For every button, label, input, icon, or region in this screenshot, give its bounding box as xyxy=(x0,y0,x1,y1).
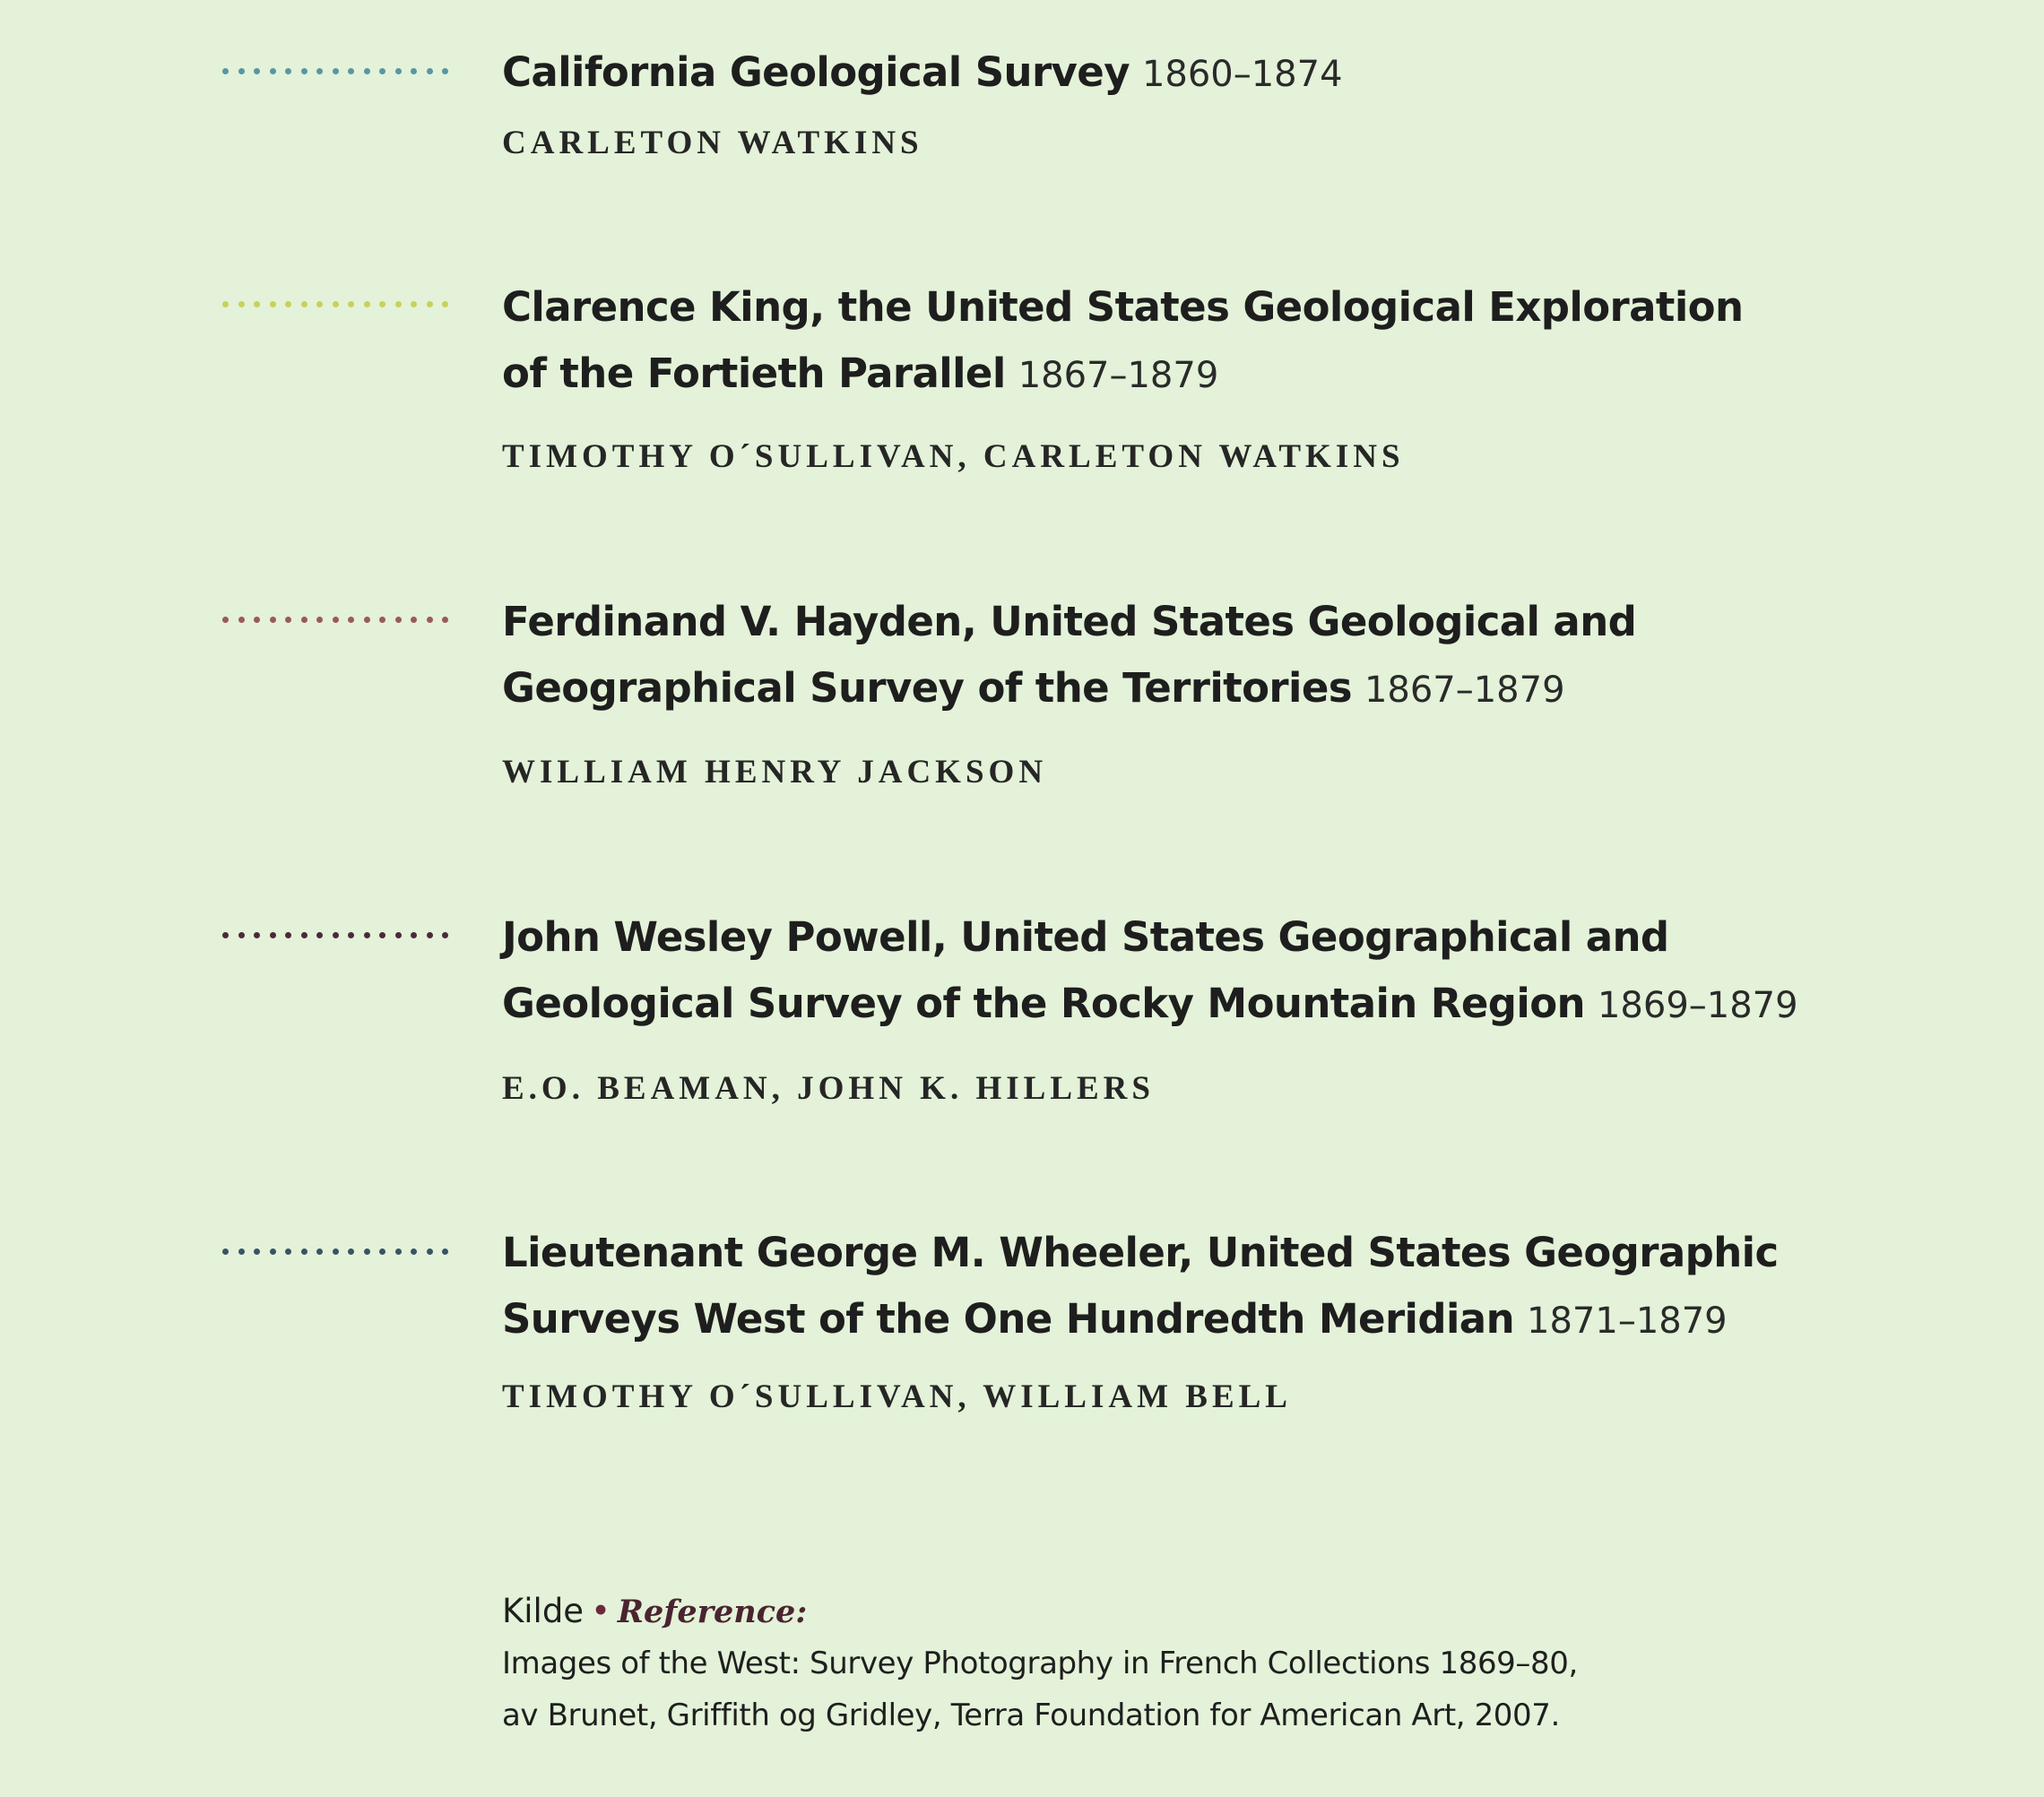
leader-dot xyxy=(395,1248,402,1255)
survey-photographers: WILLIAM HENRY JACKSON xyxy=(502,754,1048,791)
dotted-leader xyxy=(222,617,448,626)
survey-title-line2: of the Fortieth Parallel xyxy=(502,350,1006,397)
leader-dot xyxy=(238,1248,245,1255)
leader-dot xyxy=(254,1248,260,1255)
dotted-leader xyxy=(222,68,448,77)
survey-years: 1860–1874 xyxy=(1141,54,1343,95)
survey-title-line1: Ferdinand V. Hayden, United States Geological and xyxy=(502,598,1637,645)
leader-dot xyxy=(238,617,245,623)
leader-dot xyxy=(316,301,323,307)
leader-dot xyxy=(411,932,417,938)
leader-dot xyxy=(379,1248,385,1255)
leader-dot xyxy=(270,1248,276,1255)
leader-dot xyxy=(316,68,323,74)
reference-label: Reference: xyxy=(617,1594,808,1630)
leader-dot xyxy=(222,617,229,623)
survey-years: 1867–1879 xyxy=(1018,355,1219,396)
leader-dot xyxy=(427,932,433,938)
leader-dot xyxy=(285,617,291,623)
leader-dot xyxy=(222,301,229,307)
leader-dot xyxy=(316,617,323,623)
leader-dot xyxy=(442,1248,448,1255)
dotted-leader xyxy=(222,1248,448,1257)
leader-dot xyxy=(395,68,402,74)
survey-title xyxy=(502,589,1811,723)
survey-title xyxy=(502,39,1811,108)
leader-dot xyxy=(222,68,229,74)
reference-heading xyxy=(502,1586,1847,1637)
leader-dot xyxy=(395,301,402,307)
reference-label-kilde: Kilde xyxy=(502,1592,585,1630)
leader-dot xyxy=(301,1248,307,1255)
leader-dot xyxy=(395,932,402,938)
survey-years: 1867–1879 xyxy=(1364,670,1565,711)
leader-dot xyxy=(222,1248,229,1255)
leader-dot xyxy=(364,1248,370,1255)
leader-dot xyxy=(411,617,417,623)
reference-block xyxy=(502,1586,1847,1741)
survey-years: 1871–1879 xyxy=(1527,1300,1728,1342)
leader-dot xyxy=(270,68,276,74)
leader-dot xyxy=(254,68,260,74)
leader-dot xyxy=(348,932,354,938)
dotted-leader xyxy=(222,301,448,310)
reference-line-1: Images of the West: Survey Photography in French Collections 1869–80, xyxy=(502,1646,1578,1681)
leader-dot xyxy=(411,68,417,74)
survey-title xyxy=(502,1220,1811,1354)
leader-dot xyxy=(333,1248,339,1255)
survey-title-line1: Lieutenant George M. Wheeler, United States Geographic xyxy=(502,1229,1779,1276)
leader-dot xyxy=(238,68,245,74)
dotted-leader xyxy=(222,932,448,941)
leader-dot xyxy=(427,1248,433,1255)
leader-dot xyxy=(316,932,323,938)
leader-dot xyxy=(254,932,260,938)
leader-dot xyxy=(285,1248,291,1255)
leader-dot xyxy=(222,932,229,938)
leader-dot xyxy=(379,68,385,74)
survey-title-text: California Geological Survey xyxy=(502,48,1130,96)
leader-dot xyxy=(333,301,339,307)
survey-photographers: TIMOTHY O´SULLIVAN, WILLIAM BELL xyxy=(502,1378,1292,1415)
bullet-separator: • xyxy=(591,1592,611,1630)
leader-dot xyxy=(442,68,448,74)
survey-title xyxy=(502,904,1811,1039)
leader-dot xyxy=(333,68,339,74)
leader-dot xyxy=(301,301,307,307)
leader-dot xyxy=(333,617,339,623)
leader-dot xyxy=(395,617,402,623)
leader-dot xyxy=(285,301,291,307)
survey-years: 1869–1879 xyxy=(1597,985,1798,1026)
leader-dot xyxy=(364,301,370,307)
survey-title-line2: Geological Survey of the Rocky Mountain Region xyxy=(502,980,1585,1027)
survey-photographers: E.O. BEAMAN, JOHN K. HILLERS xyxy=(502,1070,1155,1107)
leader-dot xyxy=(348,301,354,307)
leader-dot xyxy=(379,301,385,307)
leader-dot xyxy=(379,932,385,938)
leader-dot xyxy=(348,1248,354,1255)
leader-dot xyxy=(442,617,448,623)
leader-dot xyxy=(285,68,291,74)
survey-title-line2: Surveys West of the One Hundredth Meridian xyxy=(502,1295,1515,1343)
leader-dot xyxy=(301,617,307,623)
leader-dot xyxy=(285,932,291,938)
leader-dot xyxy=(270,617,276,623)
survey-title-line1: Clarence King, the United States Geological Exploration xyxy=(502,283,1744,331)
survey-photographers: TIMOTHY O´SULLIVAN, CARLETON WATKINS xyxy=(502,438,1405,475)
leader-dot xyxy=(316,1248,323,1255)
leader-dot xyxy=(411,301,417,307)
leader-dot xyxy=(238,301,245,307)
leader-dot xyxy=(364,932,370,938)
leader-dot xyxy=(442,301,448,307)
leader-dot xyxy=(333,932,339,938)
leader-dot xyxy=(364,617,370,623)
leader-dot xyxy=(254,617,260,623)
leader-dot xyxy=(427,68,433,74)
leader-dot xyxy=(427,301,433,307)
leader-dot xyxy=(379,617,385,623)
survey-title xyxy=(502,274,1811,409)
reference-line-2: av Brunet, Griffith og Gridley, Terra Foundation for American Art, 2007. xyxy=(502,1698,1560,1733)
leader-dot xyxy=(270,932,276,938)
leader-dot xyxy=(301,932,307,938)
leader-dot xyxy=(442,932,448,938)
survey-title-line1: John Wesley Powell, United States Geographical and xyxy=(502,913,1669,961)
leader-dot xyxy=(411,1248,417,1255)
leader-dot xyxy=(348,68,354,74)
leader-dot xyxy=(254,301,260,307)
leader-dot xyxy=(301,68,307,74)
leader-dot xyxy=(427,617,433,623)
leader-dot xyxy=(238,932,245,938)
leader-dot xyxy=(364,68,370,74)
survey-title-line2: Geographical Survey of the Territories xyxy=(502,664,1352,712)
leader-dot xyxy=(270,301,276,307)
leader-dot xyxy=(348,617,354,623)
survey-photographers: CARLETON WATKINS xyxy=(502,125,923,161)
